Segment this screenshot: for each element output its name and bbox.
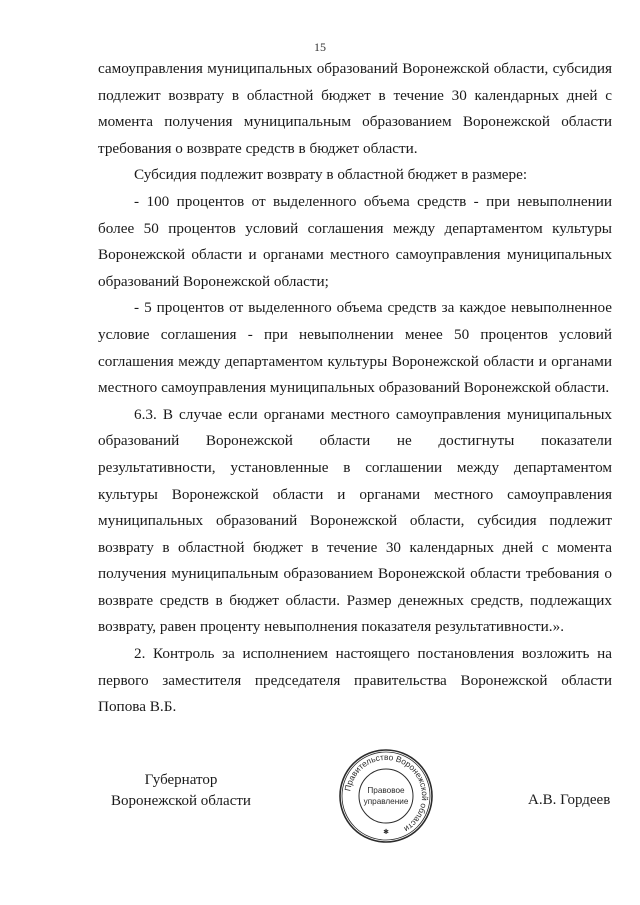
page-number: 15 <box>314 40 326 54</box>
paragraph-subsidy-return-size: Субсидия подлежит возврату в областной бюджет в размере: <box>134 166 528 184</box>
signatory-name: А.В. Гордеев <box>528 792 611 808</box>
paragraph-6-3: 6.3. В случае если органами местного самоуправления муниципальных образований Воронежской области не достигнуты показатели результативности, установленные в соглашении между департаментом культуры Воронежской области и органами местного самоуправления муниципальных образований Воронежской области, субсидия подлежит возврату в областной бюджет в течение 30 календарных дней с момента получения муниципальным образованием Воронежской области требования о возврате средств в бюджет области. Размер денежных средств, подлежащих возврату, равен проценту невыполнения показателя результативности.». <box>98 405 612 636</box>
signatory-title-line1: Губернатор <box>144 772 218 788</box>
paragraph-continuation: самоуправления муниципальных образований Воронежской области, субсидия подлежит возврату в областной бюджет в течение 30 календарных дней с момента получения муниципальным образованием Воронежской области требования о возврате средств в бюджет области. <box>98 60 612 157</box>
stamp-center-line2: управление <box>363 797 409 806</box>
document-body <box>98 56 612 721</box>
stamp-ring-textpath: Правительство Воронежской области <box>342 751 431 835</box>
stamp-center-line1: Правовое <box>367 786 405 795</box>
paragraph-control: 2. Контроль за исполнением настоящего постановления возложить на первого заместителя председателя правительства Воронежской области Попова В.Б. <box>98 645 612 716</box>
signatory-title <box>96 770 266 812</box>
paragraph-5-percent: - 5 процентов от выделенного объема средств за каждое невыполненное условие соглашения - при невыполнении менее 50 процентов условий соглашения между департаментом культуры Воронежской области и органами местного самоуправления муниципальных образований Воронежской области. <box>98 299 612 397</box>
signatory-title-line2: Воронежской области <box>111 793 251 809</box>
stamp-star-icon: ✱ <box>383 829 389 836</box>
official-stamp <box>338 748 434 844</box>
paragraph-100-percent: - 100 процентов от выделенного объема средств - при невыполнении более 50 процентов условий соглашения между департаментом культуры Воронежской области и органами местного самоуправления муниципальных образований Воронежской области; <box>98 192 612 290</box>
